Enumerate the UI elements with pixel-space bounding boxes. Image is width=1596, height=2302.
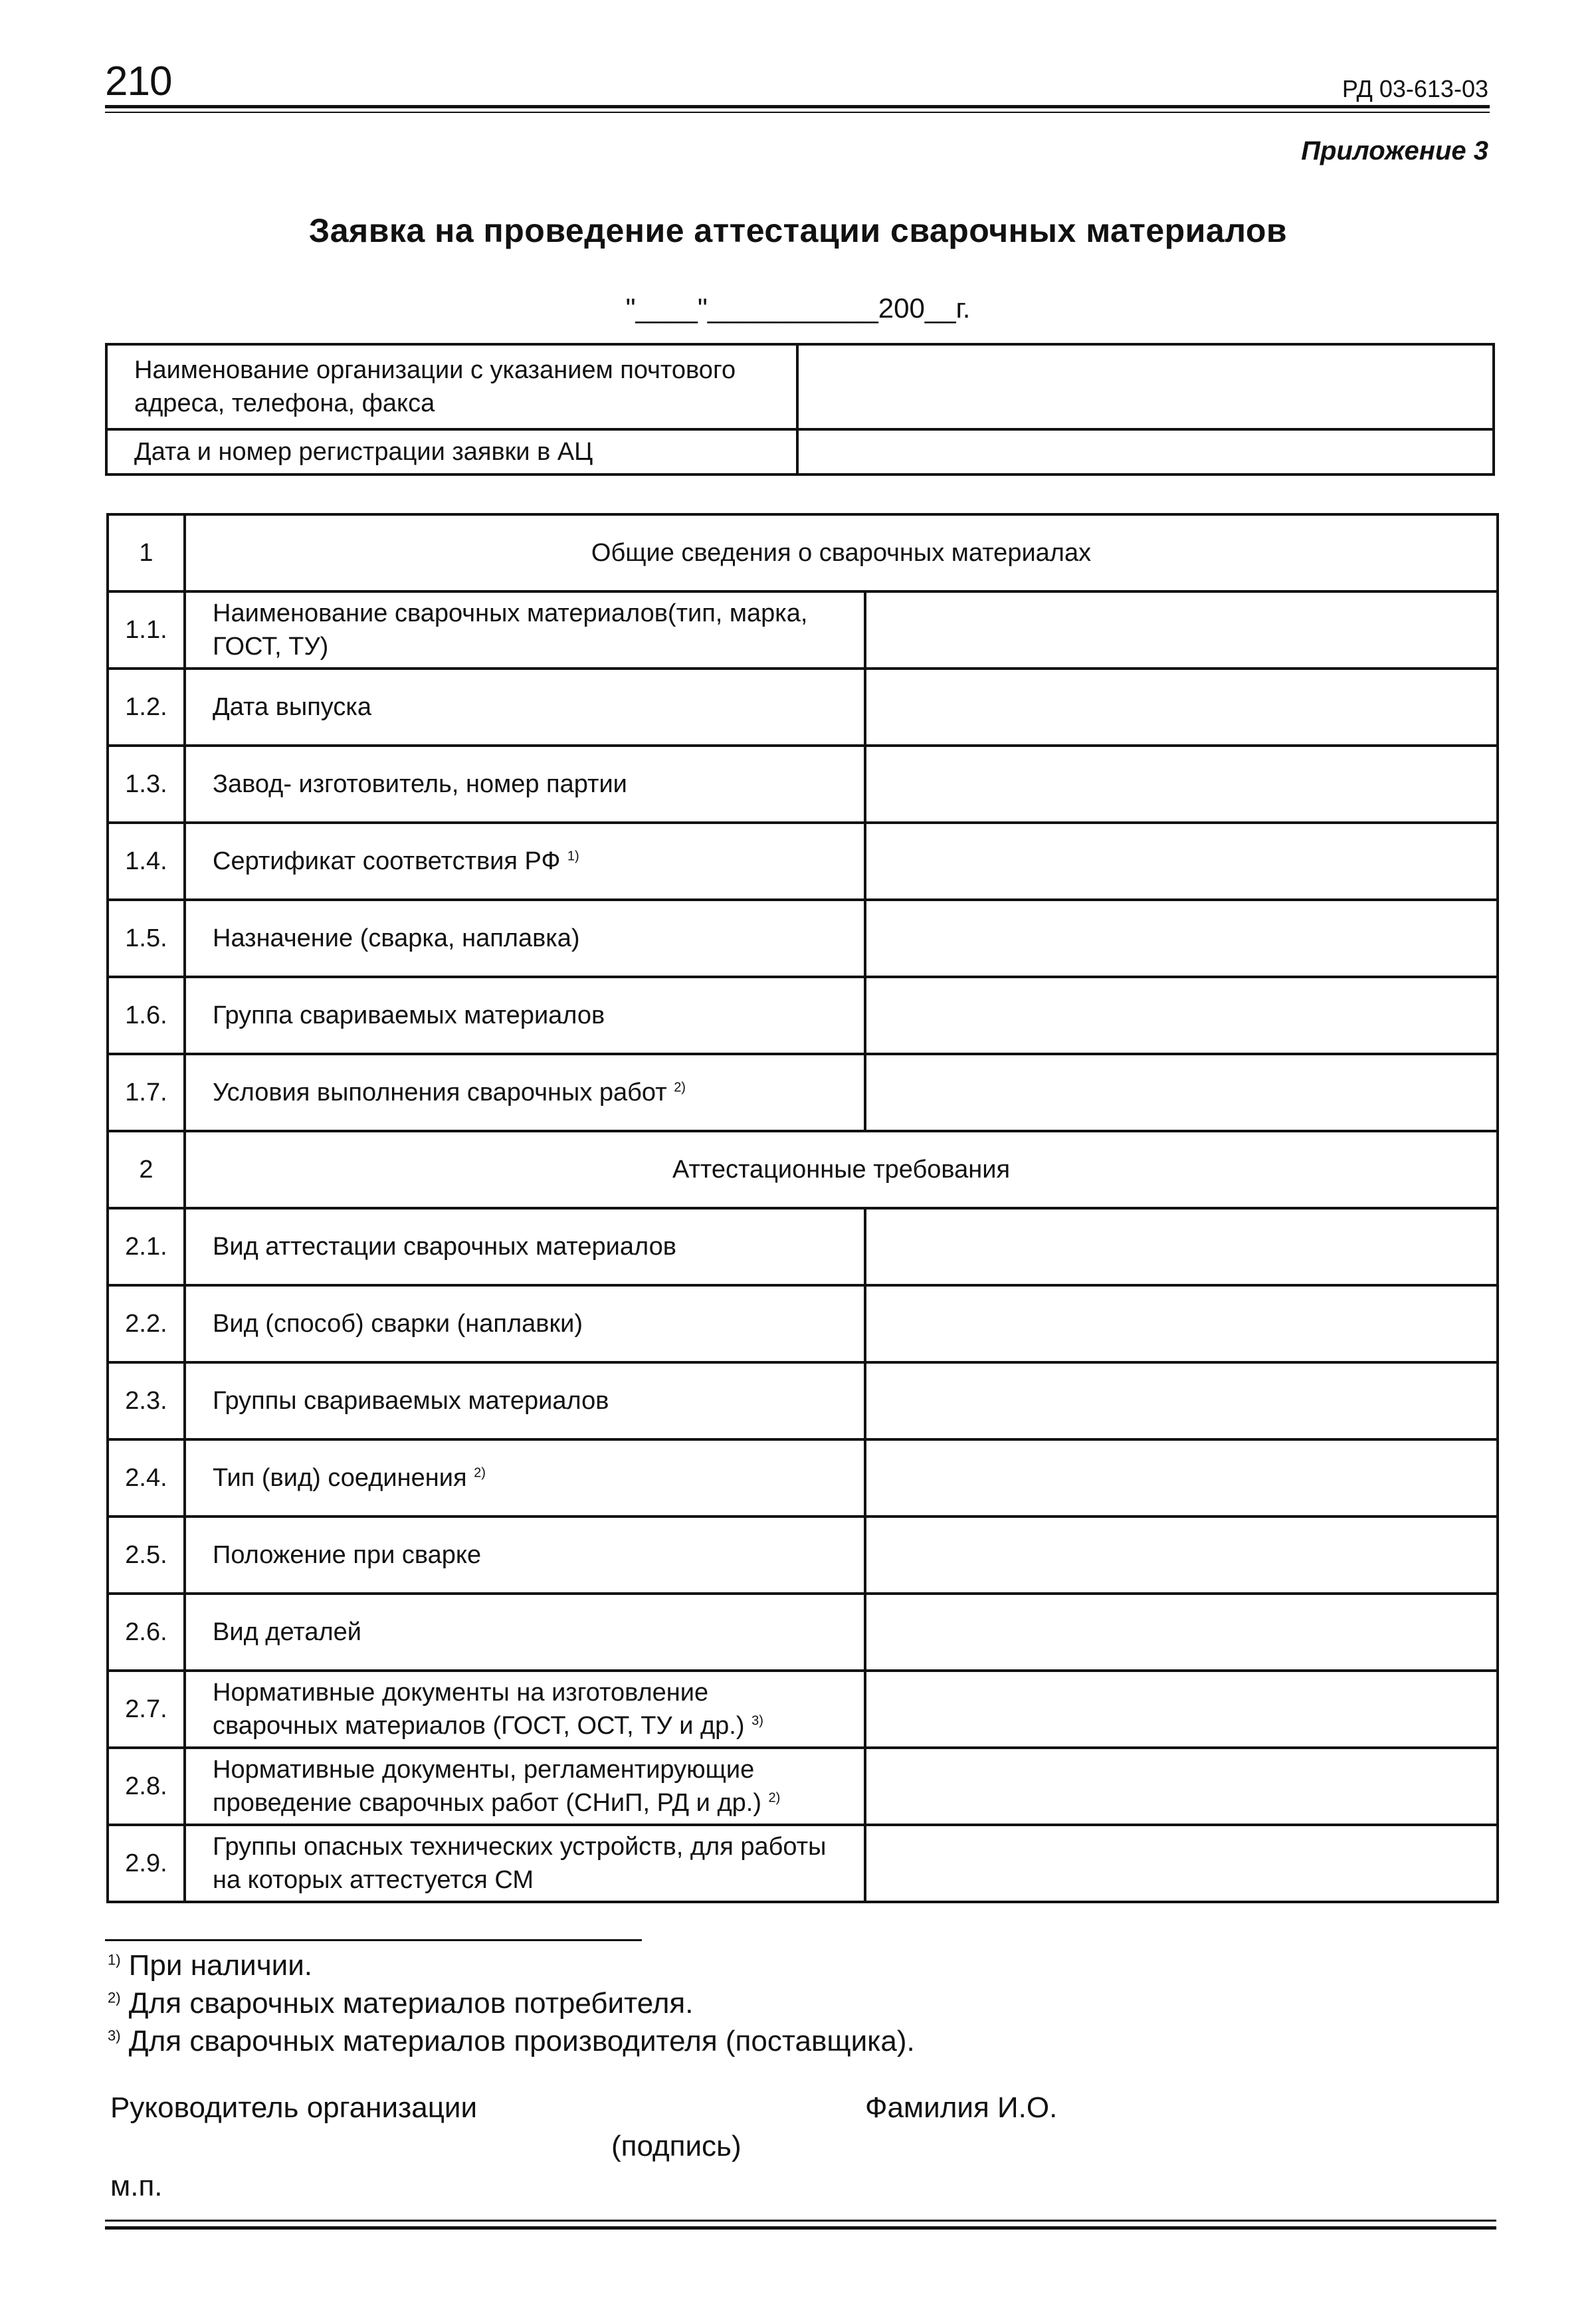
section-title: Аттестационные требования bbox=[185, 1131, 1498, 1208]
item-label-cell bbox=[185, 1439, 865, 1517]
document-code: РД 03-613-03 bbox=[1342, 75, 1488, 102]
item-number: 1.3. bbox=[108, 746, 185, 823]
item-number: 2.2. bbox=[108, 1285, 185, 1362]
table-row bbox=[108, 1517, 1498, 1594]
table-row bbox=[108, 977, 1498, 1054]
item-label-cell bbox=[185, 1362, 865, 1439]
item-label: Дата выпуска bbox=[213, 692, 371, 721]
item-number: 2.1. bbox=[108, 1208, 185, 1285]
item-label: Наименование сварочных материалов(тип, марка, ГОСТ, ТУ) bbox=[213, 599, 808, 661]
item-label-cell bbox=[185, 1594, 865, 1671]
item-number: 2.7. bbox=[108, 1671, 185, 1748]
header-rule bbox=[105, 105, 1490, 108]
item-number: 2.8. bbox=[108, 1748, 185, 1825]
materials-table bbox=[106, 513, 1499, 1903]
item-label: Вид (способ) сварки (наплавки) bbox=[213, 1309, 583, 1338]
item-number: 2.9. bbox=[108, 1825, 185, 1902]
item-value-field[interactable] bbox=[865, 1285, 1498, 1362]
item-label-cell bbox=[185, 746, 865, 823]
section-header-row bbox=[108, 514, 1498, 591]
footnote-mark: 3) bbox=[108, 2027, 121, 2044]
registration-value[interactable] bbox=[797, 429, 1494, 474]
org-name-value[interactable] bbox=[797, 344, 1494, 429]
item-value-field[interactable] bbox=[865, 669, 1498, 746]
footnote-text: При наличии. bbox=[128, 1949, 313, 1982]
item-value-field[interactable] bbox=[865, 977, 1498, 1054]
table-row bbox=[108, 591, 1498, 669]
org-row-registration bbox=[106, 429, 1494, 474]
footnote-rule bbox=[105, 1939, 642, 1941]
footer-rule bbox=[105, 2226, 1496, 2230]
section-number: 1 bbox=[108, 514, 185, 591]
footnote-3 bbox=[108, 2027, 915, 2056]
item-number: 2.6. bbox=[108, 1594, 185, 1671]
item-label: Завод- изготовитель, номер партии bbox=[213, 770, 627, 798]
item-value-field[interactable] bbox=[865, 1671, 1498, 1748]
item-value-field[interactable] bbox=[865, 1362, 1498, 1439]
item-number: 1.1. bbox=[108, 591, 185, 669]
footnote-reference: 2) bbox=[674, 1080, 686, 1095]
full-name-label: Фамилия И.О. bbox=[865, 2091, 1058, 2124]
table-row bbox=[108, 1748, 1498, 1825]
footnote-text: Для сварочных материалов потребителя. bbox=[128, 1987, 694, 2020]
item-label: Сертификат соответствия РФ bbox=[213, 847, 561, 875]
table-row bbox=[108, 746, 1498, 823]
table-row bbox=[108, 1208, 1498, 1285]
item-label-cell bbox=[185, 1054, 865, 1131]
table-row bbox=[108, 669, 1498, 746]
item-value-field[interactable] bbox=[865, 1594, 1498, 1671]
organization-table bbox=[105, 343, 1495, 476]
item-label: Нормативные документы на изготовление сварочных материалов (ГОСТ, ОСТ, ТУ и др.) bbox=[213, 1678, 745, 1740]
table-row bbox=[108, 1594, 1498, 1671]
item-label-cell bbox=[185, 1285, 865, 1362]
item-number: 2.4. bbox=[108, 1439, 185, 1517]
signature-caption: (подпись) bbox=[611, 2130, 742, 2162]
item-label-cell bbox=[185, 591, 865, 669]
item-value-field[interactable] bbox=[865, 1748, 1498, 1825]
item-number: 1.4. bbox=[108, 823, 185, 900]
item-value-field[interactable] bbox=[865, 900, 1498, 977]
section-number: 2 bbox=[108, 1131, 185, 1208]
item-label: Вид аттестации сварочных материалов bbox=[213, 1232, 676, 1261]
item-label-cell bbox=[185, 823, 865, 900]
item-label-cell bbox=[185, 1825, 865, 1902]
form-title: Заявка на проведение аттестации сварочных материалов bbox=[308, 212, 1288, 249]
page-number: 210 bbox=[105, 58, 172, 104]
item-number: 2.5. bbox=[108, 1517, 185, 1594]
item-value-field[interactable] bbox=[865, 1825, 1498, 1902]
footnote-2 bbox=[108, 1989, 693, 2018]
footnote-reference: 2) bbox=[474, 1465, 486, 1481]
item-value-field[interactable] bbox=[865, 591, 1498, 669]
item-number: 1.5. bbox=[108, 900, 185, 977]
item-number: 2.3. bbox=[108, 1362, 185, 1439]
table-row bbox=[108, 1285, 1498, 1362]
table-row bbox=[108, 1825, 1498, 1902]
footnote-mark: 2) bbox=[108, 1989, 121, 2006]
table-row bbox=[108, 1362, 1498, 1439]
item-label: Нормативные документы, регламентирующие проведение сварочных работ (СНиП, РД и др.) bbox=[213, 1755, 761, 1817]
materials-table-body bbox=[108, 514, 1498, 1902]
footnote-mark: 1) bbox=[108, 1951, 121, 1968]
item-number: 1.7. bbox=[108, 1054, 185, 1131]
item-label-cell bbox=[185, 669, 865, 746]
item-label: Положение при сварке bbox=[213, 1540, 482, 1569]
item-label: Тип (вид) соединения bbox=[213, 1463, 467, 1492]
table-row bbox=[108, 1439, 1498, 1517]
stamp-place-label: м.п. bbox=[110, 2170, 163, 2202]
registration-label: Дата и номер регистрации заявки в АЦ bbox=[106, 429, 797, 474]
item-label-cell bbox=[185, 1208, 865, 1285]
section-title: Общие сведения о сварочных материалах bbox=[185, 514, 1498, 591]
item-number: 1.6. bbox=[108, 977, 185, 1054]
table-row bbox=[108, 1054, 1498, 1131]
appendix-label: Приложение 3 bbox=[1301, 136, 1488, 165]
item-value-field[interactable] bbox=[865, 1208, 1498, 1285]
footnote-text: Для сварочных материалов производителя (поставщика). bbox=[128, 2025, 915, 2057]
item-label: Условия выполнения сварочных работ bbox=[213, 1078, 667, 1106]
item-value-field[interactable] bbox=[865, 1054, 1498, 1131]
item-label-cell bbox=[185, 977, 865, 1054]
item-number: 1.2. bbox=[108, 669, 185, 746]
item-label: Группы опасных технических устройств, для работы на которых аттестуется СМ bbox=[213, 1832, 827, 1894]
item-value-field[interactable] bbox=[865, 823, 1498, 900]
footnote-reference: 1) bbox=[567, 849, 579, 864]
head-of-organization-label: Руководитель организации bbox=[110, 2091, 478, 2124]
table-row bbox=[108, 900, 1498, 977]
header-rule-thin bbox=[105, 112, 1490, 113]
item-value-field[interactable] bbox=[865, 746, 1498, 823]
date-line: "____"___________200__г. bbox=[625, 292, 971, 324]
item-label: Группа свариваемых материалов bbox=[213, 1001, 605, 1029]
item-value-field[interactable] bbox=[865, 1439, 1498, 1517]
table-row bbox=[108, 823, 1498, 900]
item-label-cell bbox=[185, 1671, 865, 1748]
item-label: Назначение (сварка, наплавка) bbox=[213, 924, 580, 952]
table-row bbox=[108, 1671, 1498, 1748]
org-row-name bbox=[106, 344, 1494, 429]
org-name-label: Наименование организации с указанием почтового адреса, телефона, факса bbox=[106, 344, 797, 429]
footnote-reference: 2) bbox=[768, 1790, 781, 1806]
item-label-cell bbox=[185, 900, 865, 977]
footer-rule-thin bbox=[105, 2220, 1496, 2222]
item-label-cell bbox=[185, 1748, 865, 1825]
section-header-row bbox=[108, 1131, 1498, 1208]
item-label-cell bbox=[185, 1517, 865, 1594]
item-label: Вид деталей bbox=[213, 1618, 361, 1646]
footnote-reference: 3) bbox=[751, 1713, 763, 1728]
item-label: Группы свариваемых материалов bbox=[213, 1386, 609, 1415]
footnote-1 bbox=[108, 1951, 312, 1980]
item-value-field[interactable] bbox=[865, 1517, 1498, 1594]
